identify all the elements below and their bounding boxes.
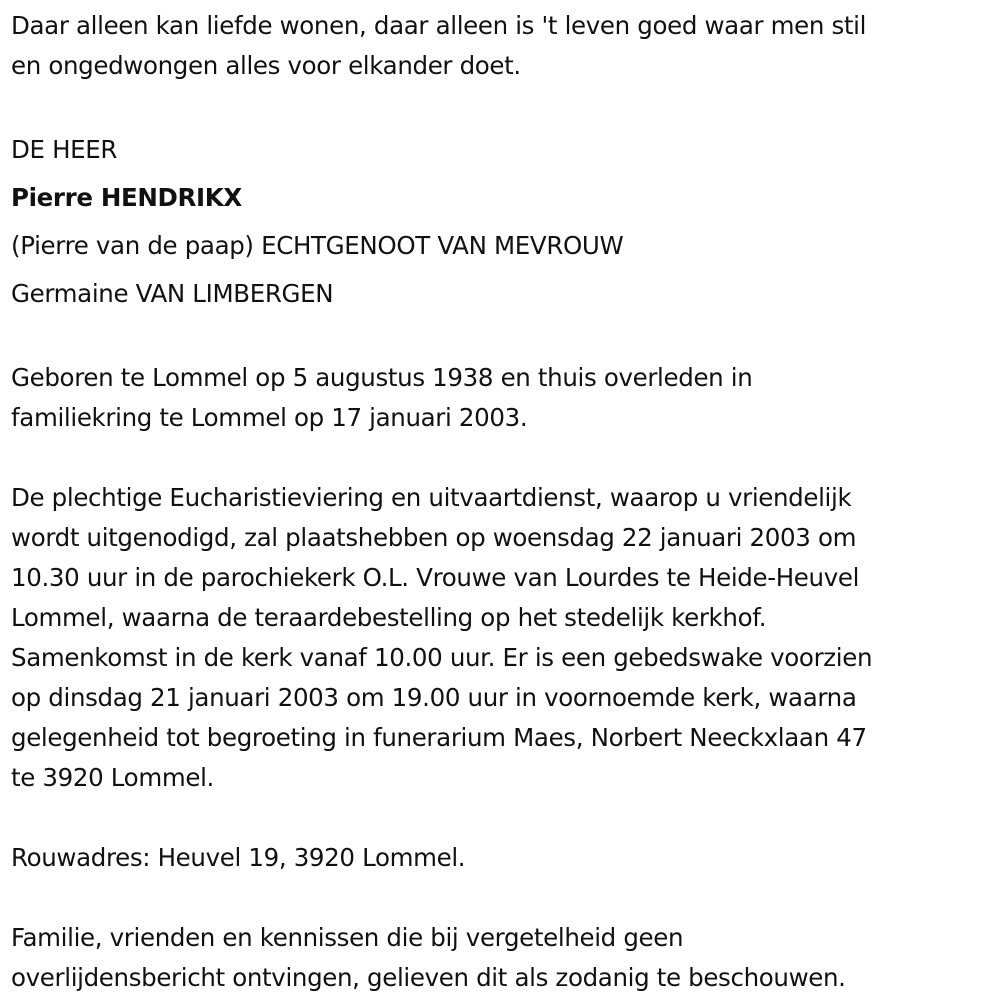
closing-paragraph xyxy=(11,918,996,998)
ceremony-line: op dinsdag 21 januari 2003 om 19.00 uur in voornoemde kerk, waarna xyxy=(11,683,857,712)
ceremony-line: te 3920 Lommel. xyxy=(11,763,214,792)
closing-line: Familie, vrienden en kennissen die bij vergetelheid geen xyxy=(11,923,684,952)
relation-line: (Pierre van de paap) ECHTGENOOT VAN MEVROUW xyxy=(11,231,624,260)
spacer xyxy=(11,878,996,918)
mourning-address xyxy=(11,838,996,878)
intro-line: en ongedwongen alles voor elkander doet. xyxy=(11,51,521,80)
spacer xyxy=(11,318,996,358)
ceremony-line: 10.30 uur in de parochiekerk O.L. Vrouwe van Lourdes te Heide-Heuvel xyxy=(11,563,860,592)
birth-death-paragraph xyxy=(11,358,996,438)
birth-line: familiekring te Lommel op 17 januari 2003. xyxy=(11,403,528,432)
deceased-header xyxy=(11,126,996,318)
ceremony-line: gelegenheid tot begroeting in funerarium Maes, Norbert Neeckxlaan 47 xyxy=(11,723,867,752)
ceremony-line: Samenkomst in de kerk vanaf 10.00 uur. Er is een gebedswake voorzien xyxy=(11,643,873,672)
address-line: Rouwadres: Heuvel 19, 3920 Lommel. xyxy=(11,843,466,872)
obituary-document xyxy=(11,6,996,998)
spacer xyxy=(11,86,996,126)
ceremony-line: Lommel, waarna de teraardebestelling op het stedelijk kerkhof. xyxy=(11,603,767,632)
birth-line: Geboren te Lommel op 5 augustus 1938 en thuis overleden in xyxy=(11,363,753,392)
intro-line: Daar alleen kan liefde wonen, daar alleen is 't leven goed waar men stil xyxy=(11,11,867,40)
salutation: DE HEER xyxy=(11,135,118,164)
ceremony-line: De plechtige Eucharistieviering en uitvaartdienst, waarop u vriendelijk xyxy=(11,483,852,512)
intro-quote xyxy=(11,6,996,86)
deceased-name: Pierre HENDRIKX xyxy=(11,183,242,212)
spacer xyxy=(11,798,996,838)
spacer xyxy=(11,438,996,478)
ceremony-line: wordt uitgenodigd, zal plaatshebben op woensdag 22 januari 2003 om xyxy=(11,523,857,552)
ceremony-paragraph xyxy=(11,478,996,798)
spouse-name: Germaine VAN LIMBERGEN xyxy=(11,279,334,308)
closing-line: overlijdensbericht ontvingen, gelieven dit als zodanig te beschouwen. xyxy=(11,963,846,992)
